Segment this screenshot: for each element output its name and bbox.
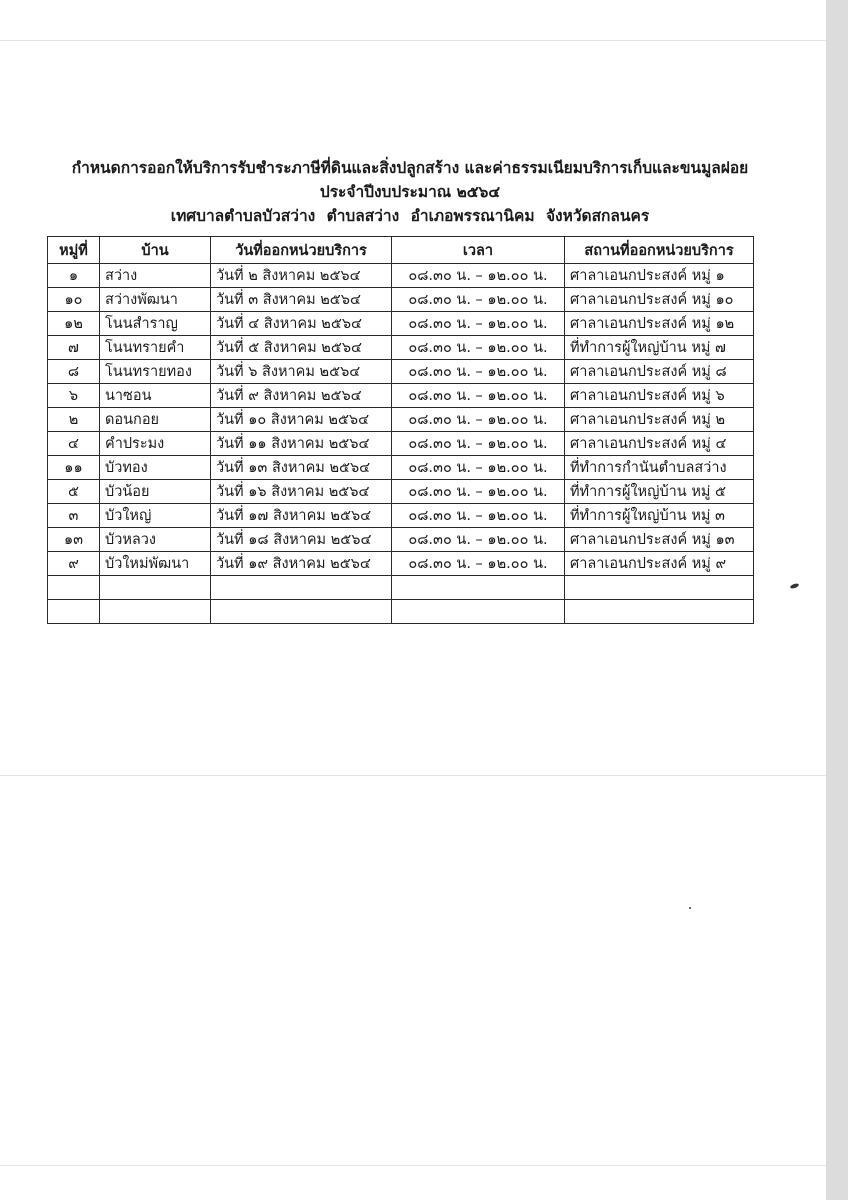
cell-time: ๐๘.๓๐ น. – ๑๒.๐๐ น. [392,384,565,408]
cell-moo: ๗ [48,336,100,360]
column-header-time: เวลา [392,237,565,264]
table-row [48,288,754,312]
cell-moo: ๑๓ [48,528,100,552]
cell-village: โนนสำราญ [100,312,211,336]
cell-place: ศาลาเอนกประสงค์ หมู่ ๑๐ [565,288,754,312]
cell-place: ศาลาเอนกประสงค์ หมู่ ๑ [565,264,754,288]
cell-date [211,576,392,600]
scan-speck [689,907,691,909]
cell-village: สว่างพัฒนา [100,288,211,312]
cell-time: ๐๘.๓๐ น. – ๑๒.๐๐ น. [392,408,565,432]
cell-moo [48,576,100,600]
column-header-village: บ้าน [100,237,211,264]
column-header-date: วันที่ออกหน่วยบริการ [211,237,392,264]
cell-moo: ๘ [48,360,100,384]
cell-time: ๐๘.๓๐ น. – ๑๒.๐๐ น. [392,336,565,360]
cell-village [100,600,211,624]
cell-time: ๐๘.๓๐ น. – ๑๒.๐๐ น. [392,456,565,480]
table-row [48,528,754,552]
cell-date: วันที่ ๓ สิงหาคม ๒๕๖๔ [211,288,392,312]
cell-time: ๐๘.๓๐ น. – ๑๒.๐๐ น. [392,432,565,456]
cell-village: บัวทอง [100,456,211,480]
cell-time: ๐๘.๓๐ น. – ๑๒.๐๐ น. [392,480,565,504]
cell-place: ศาลาเอนกประสงค์ หมู่ ๑๓ [565,528,754,552]
table-body [48,264,754,624]
cell-village: สว่าง [100,264,211,288]
cell-moo [48,600,100,624]
cell-village [100,576,211,600]
table-row [48,264,754,288]
table-row [48,504,754,528]
cell-date: วันที่ ๒ สิงหาคม ๒๕๖๔ [211,264,392,288]
scan-artifact-line [0,775,826,776]
cell-moo: ๒ [48,408,100,432]
cell-place: ที่ทำการกำนันตำบลสว่าง [565,456,754,480]
table-row [48,456,754,480]
cell-time [392,576,565,600]
cell-time [392,600,565,624]
cell-date: วันที่ ๑๐ สิงหาคม ๒๕๖๔ [211,408,392,432]
cell-village: บัวน้อย [100,480,211,504]
scan-edge [826,0,848,1200]
cell-place: ที่ทำการผู้ใหญ่บ้าน หมู่ ๕ [565,480,754,504]
fiscal-year: ประจำปีงบประมาณ ๒๕๖๔ [319,183,501,201]
table-header-row [48,237,754,264]
cell-place: ศาลาเอนกประสงค์ หมู่ ๖ [565,384,754,408]
document-header [40,156,780,228]
table-row [48,408,754,432]
cell-date: วันที่ ๑๘ สิงหาคม ๒๕๖๔ [211,528,392,552]
cell-place [565,576,754,600]
cell-moo: ๔ [48,432,100,456]
cell-time: ๐๘.๓๐ น. – ๑๒.๐๐ น. [392,504,565,528]
cell-date [211,600,392,624]
cell-village: บัวใหม่พัฒนา [100,552,211,576]
cell-moo: ๑ [48,264,100,288]
cell-time: ๐๘.๓๐ น. – ๑๒.๐๐ น. [392,528,565,552]
table-row [48,384,754,408]
cell-place: ศาลาเอนกประสงค์ หมู่ ๔ [565,432,754,456]
table-row [48,600,754,624]
table-row [48,432,754,456]
cell-village: ดอนกอย [100,408,211,432]
cell-moo: ๖ [48,384,100,408]
cell-date: วันที่ ๑๑ สิงหาคม ๒๕๖๔ [211,432,392,456]
cell-place: ศาลาเอนกประสงค์ หมู่ ๑๒ [565,312,754,336]
cell-date: วันที่ ๑๖ สิงหาคม ๒๕๖๔ [211,480,392,504]
cell-village: โนนทรายทอง [100,360,211,384]
cell-place [565,600,754,624]
cell-village: โนนทรายคำ [100,336,211,360]
cell-village: บัวใหญ่ [100,504,211,528]
cell-place: ที่ทำการผู้ใหญ่บ้าน หมู่ ๓ [565,504,754,528]
cell-time: ๐๘.๓๐ น. – ๑๒.๐๐ น. [392,360,565,384]
service-schedule-table [47,236,754,624]
table-row [48,312,754,336]
cell-moo: ๓ [48,504,100,528]
document-title: กำหนดการออกให้บริการรับชำระภาษีที่ดินและสิ่งปลูกสร้าง และค่าธรรมเนียมบริการเก็บและขนมูลฝอย [71,159,749,177]
cell-time: ๐๘.๓๐ น. – ๑๒.๐๐ น. [392,312,565,336]
table-row [48,336,754,360]
cell-date: วันที่ ๑๙ สิงหาคม ๒๕๖๔ [211,552,392,576]
column-header-moo: หมู่ที่ [48,237,100,264]
cell-date: วันที่ ๙ สิงหาคม ๒๕๖๔ [211,384,392,408]
cell-date: วันที่ ๕ สิงหาคม ๒๕๖๔ [211,336,392,360]
table-row [48,480,754,504]
scan-artifact-line [0,1165,826,1166]
cell-village: บัวหลวง [100,528,211,552]
cell-time: ๐๘.๓๐ น. – ๑๒.๐๐ น. [392,288,565,312]
cell-date: วันที่ ๖ สิงหาคม ๒๕๖๔ [211,360,392,384]
cell-date: วันที่ ๑๗ สิงหาคม ๒๕๖๔ [211,504,392,528]
cell-place: ศาลาเอนกประสงค์ หมู่ ๙ [565,552,754,576]
cell-moo: ๑๑ [48,456,100,480]
cell-date: วันที่ ๔ สิงหาคม ๒๕๖๔ [211,312,392,336]
cell-moo: ๙ [48,552,100,576]
organization-line: เทศบาลตำบลบัวสว่าง ตำบลสว่าง อำเภอพรรณานิคม จังหวัดสกลนคร [170,207,650,225]
cell-date: วันที่ ๑๓ สิงหาคม ๒๕๖๔ [211,456,392,480]
cell-moo: ๑๐ [48,288,100,312]
cell-time: ๐๘.๓๐ น. – ๑๒.๐๐ น. [392,264,565,288]
scan-speck [790,583,800,590]
cell-village: นาซอน [100,384,211,408]
table-row [48,576,754,600]
table-row [48,360,754,384]
cell-place: ที่ทำการผู้ใหญ่บ้าน หมู่ ๗ [565,336,754,360]
cell-moo: ๑๒ [48,312,100,336]
cell-place: ศาลาเอนกประสงค์ หมู่ ๘ [565,360,754,384]
table-row [48,552,754,576]
scan-artifact-line [0,40,826,41]
cell-time: ๐๘.๓๐ น. – ๑๒.๐๐ น. [392,552,565,576]
cell-place: ศาลาเอนกประสงค์ หมู่ ๒ [565,408,754,432]
cell-village: คำประมง [100,432,211,456]
cell-moo: ๕ [48,480,100,504]
column-header-place: สถานที่ออกหน่วยบริการ [565,237,754,264]
